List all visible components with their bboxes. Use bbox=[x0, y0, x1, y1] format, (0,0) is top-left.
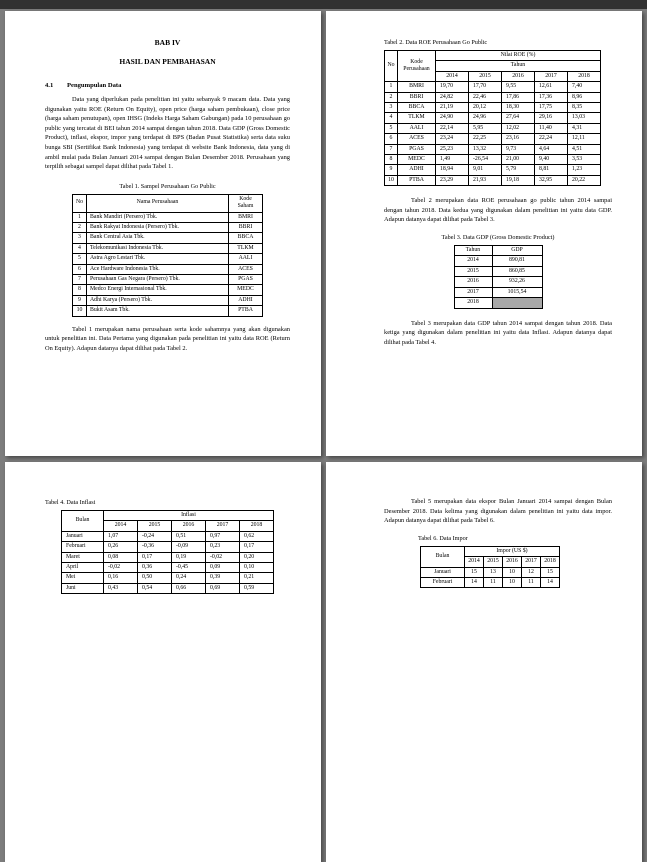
table-row bbox=[454, 287, 542, 297]
table-cell: 2018 bbox=[454, 298, 492, 308]
table-row bbox=[385, 155, 601, 165]
table-row bbox=[385, 165, 601, 175]
table-cell: 14 bbox=[465, 578, 484, 588]
year-header: 2016 bbox=[503, 557, 522, 567]
table-caption: Tabel 2. Data ROE Perusahaan Go Public bbox=[384, 39, 488, 46]
table-cell: 0,36 bbox=[138, 563, 172, 573]
table-cell: BBRI bbox=[398, 92, 436, 102]
table-row bbox=[385, 92, 601, 102]
table-cell: Astra Agro Lestari Tbk. bbox=[87, 254, 229, 264]
table-cell: 4 bbox=[385, 113, 398, 123]
table-cell: Mei bbox=[62, 573, 104, 583]
table-cell: Bank Rakyat Indonesia (Persero) Tbk. bbox=[87, 222, 229, 232]
table-cell: 10 bbox=[385, 175, 398, 185]
table-row bbox=[73, 212, 263, 222]
table-cell: MEDC bbox=[398, 155, 436, 165]
table-cell: Medco Energi Internasional Tbk. bbox=[87, 285, 229, 295]
table-cell: 19,70 bbox=[436, 82, 469, 92]
table-cell: Bank Central Asia Tbk. bbox=[87, 233, 229, 243]
table-row bbox=[73, 295, 263, 305]
paragraph: Tabel 1 merupakan nama perusahaan serta kode sahamnya yang akan digunakan untuk penelitian ini. Data Pertama yang digunakan pada penelitian ini yaitu data ROE (Return On Equity). Adapun datanya dapat dilihat pada Tabel 2. bbox=[45, 325, 290, 352]
table-cell: 1,23 bbox=[568, 165, 601, 175]
table-cell: 890,81 bbox=[492, 256, 542, 266]
window-top-bar bbox=[0, 0, 647, 9]
table-cell: 10 bbox=[73, 306, 87, 316]
table-cell: 6 bbox=[385, 134, 398, 144]
year-header: 2016 bbox=[502, 71, 535, 81]
table-cell: -0,02 bbox=[104, 563, 138, 573]
table-cell: -26,54 bbox=[469, 155, 502, 165]
table-row bbox=[454, 266, 542, 276]
table-cell: ADHI bbox=[229, 295, 263, 305]
column-header: Bulan bbox=[421, 546, 465, 567]
table-cell: 932,26 bbox=[492, 277, 542, 287]
table-cell: 0,09 bbox=[206, 563, 240, 573]
paragraph: Tabel 5 merupakan data ekspor Bulan Januari 2014 sampai dengan Bulan Desember 2018. Data kelima yang digunakan dalam penelitian ini yaitu data impor. Adapun datanya dapat dilihat pada Tabel 6. bbox=[384, 498, 612, 525]
table-cell: 5 bbox=[73, 254, 87, 264]
column-header: No bbox=[385, 51, 398, 82]
table-cell: 2017 bbox=[454, 287, 492, 297]
year-header: 2015 bbox=[138, 521, 172, 531]
table-cell: 1,49 bbox=[436, 155, 469, 165]
table-cell: 2 bbox=[385, 92, 398, 102]
table-cell: Bukit Asam Tbk. bbox=[87, 306, 229, 316]
table-caption: Tabel 6. Data Impor bbox=[418, 534, 468, 542]
table-cell: -0,09 bbox=[172, 542, 206, 552]
table-cell: 13,03 bbox=[568, 113, 601, 123]
table-row bbox=[73, 275, 263, 285]
year-header: 2017 bbox=[535, 71, 568, 81]
table-cell: 9 bbox=[73, 295, 87, 305]
table-cell: PTBA bbox=[229, 306, 263, 316]
column-header: Nama Perusahaan bbox=[87, 194, 229, 212]
year-header: 2018 bbox=[568, 71, 601, 81]
section-title: Pengumpulan Data bbox=[67, 82, 122, 89]
table-cell: 2015 bbox=[454, 266, 492, 276]
table-cell: Adhi Karya (Persero) Tbk. bbox=[87, 295, 229, 305]
table-caption: Tabel 3. Data GDP (Gross Domestic Product) bbox=[441, 234, 555, 242]
table-cell: 11,40 bbox=[535, 123, 568, 133]
table-cell: 12,11 bbox=[568, 134, 601, 144]
table-cell: 2 bbox=[73, 222, 87, 232]
table-cell: ACES bbox=[229, 264, 263, 274]
table-cell: -0,24 bbox=[138, 531, 172, 541]
table-cell: 0,17 bbox=[138, 552, 172, 562]
table-cell: 7 bbox=[73, 275, 87, 285]
column-header: Inflasi bbox=[104, 511, 274, 521]
table-header-row bbox=[421, 546, 560, 556]
table-cell: 11 bbox=[484, 578, 503, 588]
table-cell: BBCA bbox=[398, 103, 436, 113]
table-cell: 12 bbox=[522, 567, 541, 577]
table-cell: 4 bbox=[73, 243, 87, 253]
table-row bbox=[385, 113, 601, 123]
paragraph: Tabel 3 merupakan data GDP tahun 2014 sampai dengan tahun 2018. Data ketiga yang digunakan dalam penelitian ini yaitu data Inflasi. Adapun datanya dapat dilihat pada Tabel 4. bbox=[384, 319, 612, 346]
year-header: 2017 bbox=[522, 557, 541, 567]
table-cell: 11 bbox=[522, 578, 541, 588]
table-row bbox=[421, 567, 560, 577]
table-cell: 0,26 bbox=[104, 542, 138, 552]
column-header: No bbox=[73, 194, 87, 212]
table-cell: April bbox=[62, 563, 104, 573]
table-cell: 22,46 bbox=[469, 92, 502, 102]
table-cell: 2014 bbox=[454, 256, 492, 266]
year-header: 2018 bbox=[541, 557, 560, 567]
table-cell: 9,40 bbox=[535, 155, 568, 165]
table-row bbox=[62, 531, 274, 541]
table-cell: 15 bbox=[465, 567, 484, 577]
table-row bbox=[62, 552, 274, 562]
chapter-title: BAB IV bbox=[154, 38, 181, 47]
table-cell: 1 bbox=[73, 212, 87, 222]
table-row bbox=[385, 134, 601, 144]
table-cell: Perusahaan Gas Negara (Persero) Tbk. bbox=[87, 275, 229, 285]
table-row bbox=[385, 144, 601, 154]
table-cell: Januari bbox=[421, 567, 465, 577]
table-row bbox=[73, 243, 263, 253]
table-cell: PGAS bbox=[229, 275, 263, 285]
column-header: Bulan bbox=[62, 511, 104, 532]
table-cell: 2016 bbox=[454, 277, 492, 287]
table-cell: 20,12 bbox=[469, 103, 502, 113]
table-cell: Juni bbox=[62, 583, 104, 593]
table-header-row bbox=[73, 194, 263, 212]
table-row bbox=[62, 542, 274, 552]
table-cell: 0,24 bbox=[172, 573, 206, 583]
table-cell: 18,30 bbox=[502, 103, 535, 113]
paragraph: Data yang diperlukan pada penelitian ini yaitu sebanyak 9 macam data. Data yang digunakan yaitu ROE (Return On Equity), open price (harga saham pembukaan), close price (harga saham penutupan), open IHSG (Indeks Harga Saham Gabungan) pada 10 perusahaan go public yang tercatat di BEI tahun 2014 sampai dengan tahun 2018. Data GDP (Gross Domestic Product), inflasi, ekspor, impor yang terdapat di BPS (Badan Pusat Statistika) serta data suku bunga SBI (Sertifikat Bank Indonesia) yang terdapat di website Bank Indonesia, data yang di ambil mulai pada Bulan Januari 2014 sampai dengan Bulan Desember 2018. Perusahaan yang terpilih sebagai sampel dapat dilihat pada Tabel 1. bbox=[45, 96, 290, 171]
table-cell: 0,59 bbox=[240, 583, 274, 593]
table-header-row bbox=[62, 511, 274, 521]
table-cell: 32,95 bbox=[535, 175, 568, 185]
table-impor bbox=[420, 546, 560, 589]
table-row bbox=[385, 123, 601, 133]
table-cell: 860,85 bbox=[492, 266, 542, 276]
table-cell: 24,90 bbox=[436, 113, 469, 123]
table-cell: AALI bbox=[398, 123, 436, 133]
table-cell: PTBA bbox=[398, 175, 436, 185]
table-cell: 4,31 bbox=[568, 123, 601, 133]
table-cell: 0,69 bbox=[206, 583, 240, 593]
table-cell: 1 bbox=[385, 82, 398, 92]
table-row bbox=[454, 277, 542, 287]
table-cell: 7 bbox=[385, 144, 398, 154]
table-cell: 25,23 bbox=[436, 144, 469, 154]
table-cell: 23,16 bbox=[502, 134, 535, 144]
column-header: Kode Perusahaan bbox=[398, 51, 436, 82]
table-row bbox=[62, 583, 274, 593]
table-cell: -0,45 bbox=[172, 563, 206, 573]
table-cell: 17,36 bbox=[535, 92, 568, 102]
table-cell bbox=[492, 298, 542, 308]
table-cell: TLKM bbox=[398, 113, 436, 123]
table-cell: 0,54 bbox=[138, 583, 172, 593]
table-cell: 29,16 bbox=[535, 113, 568, 123]
table-cell: 17,75 bbox=[535, 103, 568, 113]
table-cell: 15 bbox=[541, 567, 560, 577]
table-cell: -0,02 bbox=[206, 552, 240, 562]
table-cell: ACES bbox=[398, 134, 436, 144]
table-cell: 8,81 bbox=[535, 165, 568, 175]
table-cell: AALI bbox=[229, 254, 263, 264]
table-caption: Tabel 4. Data Inflasi bbox=[45, 499, 96, 506]
table-cell: PGAS bbox=[398, 144, 436, 154]
table-cell: 21,00 bbox=[502, 155, 535, 165]
table-cell: 3,53 bbox=[568, 155, 601, 165]
table-row bbox=[421, 578, 560, 588]
table-cell: 13,32 bbox=[469, 144, 502, 154]
table-cell: 18,94 bbox=[436, 165, 469, 175]
year-header: 2014 bbox=[104, 521, 138, 531]
table-inflasi bbox=[61, 510, 274, 594]
table-cell: 17,86 bbox=[502, 92, 535, 102]
column-header: Kode Saham bbox=[229, 194, 263, 212]
table-cell: 22,24 bbox=[535, 134, 568, 144]
table-row bbox=[62, 563, 274, 573]
table-row bbox=[73, 306, 263, 316]
table-cell: 19,18 bbox=[502, 175, 535, 185]
table-cell: 9 bbox=[385, 165, 398, 175]
table-row bbox=[385, 175, 601, 185]
table-cell: 0,19 bbox=[172, 552, 206, 562]
table-cell: Januari bbox=[62, 531, 104, 541]
table-cell: 0,66 bbox=[172, 583, 206, 593]
table-cell: 0,17 bbox=[240, 542, 274, 552]
table-cell: 8 bbox=[385, 155, 398, 165]
table-cell: 9,73 bbox=[502, 144, 535, 154]
table-cell: MEDC bbox=[229, 285, 263, 295]
table-cell: 0,20 bbox=[240, 552, 274, 562]
table-row bbox=[73, 264, 263, 274]
year-header: 2015 bbox=[484, 557, 503, 567]
table-cell: BMRI bbox=[229, 212, 263, 222]
table-cell: 0,23 bbox=[206, 542, 240, 552]
year-header: 2014 bbox=[436, 71, 469, 81]
table-row bbox=[385, 82, 601, 92]
document-page-4[interactable] bbox=[326, 462, 642, 862]
table-gdp bbox=[454, 245, 543, 308]
chapter-subtitle: HASIL DAN PEMBAHASAN bbox=[119, 57, 216, 66]
table-row bbox=[454, 256, 542, 266]
section-heading bbox=[45, 81, 290, 91]
table-cell: 24,96 bbox=[469, 113, 502, 123]
table-cell: 6 bbox=[73, 264, 87, 274]
table-cell: 3 bbox=[385, 103, 398, 113]
column-header: Tahun bbox=[436, 61, 601, 71]
table-cell: 1015,54 bbox=[492, 287, 542, 297]
table-cell: 9,01 bbox=[469, 165, 502, 175]
year-header: 2016 bbox=[172, 521, 206, 531]
table-cell: 0,51 bbox=[172, 531, 206, 541]
table-cell: 7,40 bbox=[568, 82, 601, 92]
table-cell: Telekomunikasi Indonesia Tbk. bbox=[87, 243, 229, 253]
table-cell: 12,02 bbox=[502, 123, 535, 133]
document-page-3[interactable] bbox=[5, 462, 321, 862]
table-caption: Tabel 1. Sampel Perusahaan Go Public bbox=[119, 182, 216, 190]
table-cell: 4,64 bbox=[535, 144, 568, 154]
year-header: 2014 bbox=[465, 557, 484, 567]
table-cell: 20,22 bbox=[568, 175, 601, 185]
table-cell: 9,55 bbox=[502, 82, 535, 92]
table-cell: 0,08 bbox=[104, 552, 138, 562]
table-header-row bbox=[385, 51, 601, 61]
document-page-1[interactable] bbox=[5, 11, 321, 456]
table-cell: Februari bbox=[62, 542, 104, 552]
table-roe bbox=[384, 50, 601, 186]
table-cell: 1,07 bbox=[104, 531, 138, 541]
column-header: GDP bbox=[492, 246, 542, 256]
table-row bbox=[73, 233, 263, 243]
table-cell: 0,21 bbox=[240, 573, 274, 583]
section-number: 4.1 bbox=[45, 82, 54, 89]
table-cell: Ace Hardware Indonesia Tbk. bbox=[87, 264, 229, 274]
table-cell: 21,19 bbox=[436, 103, 469, 113]
table-cell: 10 bbox=[503, 578, 522, 588]
table-cell: 8 bbox=[73, 285, 87, 295]
year-header: 2017 bbox=[206, 521, 240, 531]
table-cell: 27,64 bbox=[502, 113, 535, 123]
year-header: 2018 bbox=[240, 521, 274, 531]
table-cell: 21,93 bbox=[469, 175, 502, 185]
table-cell: 0,62 bbox=[240, 531, 274, 541]
table-cell: 12,61 bbox=[535, 82, 568, 92]
table-cell: 24,82 bbox=[436, 92, 469, 102]
table-cell: BBRI bbox=[229, 222, 263, 232]
table-cell: 4,51 bbox=[568, 144, 601, 154]
table-cell: BBCA bbox=[229, 233, 263, 243]
table-cell: 0,39 bbox=[206, 573, 240, 583]
table-row bbox=[73, 254, 263, 264]
table-cell: 17,70 bbox=[469, 82, 502, 92]
table-cell: 23,29 bbox=[436, 175, 469, 185]
table-cell: 13 bbox=[484, 567, 503, 577]
table-cell: 8,96 bbox=[568, 92, 601, 102]
table-cell: 0,97 bbox=[206, 531, 240, 541]
document-page-2[interactable] bbox=[326, 11, 642, 456]
table-cell: 3 bbox=[73, 233, 87, 243]
table-cell: 22,25 bbox=[469, 134, 502, 144]
table-cell: 0,10 bbox=[240, 563, 274, 573]
table-cell: BMRI bbox=[398, 82, 436, 92]
table-cell: Februari bbox=[421, 578, 465, 588]
column-header: Tahun bbox=[454, 246, 492, 256]
table-cell: 8,35 bbox=[568, 103, 601, 113]
column-header: Nilai ROE (%) bbox=[436, 51, 601, 61]
table-cell: 23,24 bbox=[436, 134, 469, 144]
table-cell: Maret bbox=[62, 552, 104, 562]
column-header: Impor (US $) bbox=[465, 546, 560, 556]
table-cell: 0,50 bbox=[138, 573, 172, 583]
table-row bbox=[385, 103, 601, 113]
table-row bbox=[454, 298, 542, 308]
table-cell: 10 bbox=[503, 567, 522, 577]
paragraph: Tabel 2 merupakan data ROE perusahaan go public tahun 2014 sampai dengan tahun 2018. Data kedua yang digunakan dalam penelitian ini yaitu data GDP. Adapun datanya dapat dilihat pada Tabel 3. bbox=[384, 197, 612, 224]
table-cell: TLKM bbox=[229, 243, 263, 253]
table-cell: 5,79 bbox=[502, 165, 535, 175]
table-cell: 5,95 bbox=[469, 123, 502, 133]
table-cell: 14 bbox=[541, 578, 560, 588]
table-cell: -0,36 bbox=[138, 542, 172, 552]
table-cell: ADHI bbox=[398, 165, 436, 175]
table-row bbox=[73, 222, 263, 232]
table-cell: 0,16 bbox=[104, 573, 138, 583]
table-cell: 22,14 bbox=[436, 123, 469, 133]
table-cell: 5 bbox=[385, 123, 398, 133]
table-cell: Bank Mandiri (Persero) Tbk. bbox=[87, 212, 229, 222]
table-row bbox=[62, 573, 274, 583]
table-header-row bbox=[454, 246, 542, 256]
table-cell: 0,43 bbox=[104, 583, 138, 593]
table-row bbox=[73, 285, 263, 295]
table-sampel-perusahaan bbox=[72, 194, 263, 317]
year-header: 2015 bbox=[469, 71, 502, 81]
